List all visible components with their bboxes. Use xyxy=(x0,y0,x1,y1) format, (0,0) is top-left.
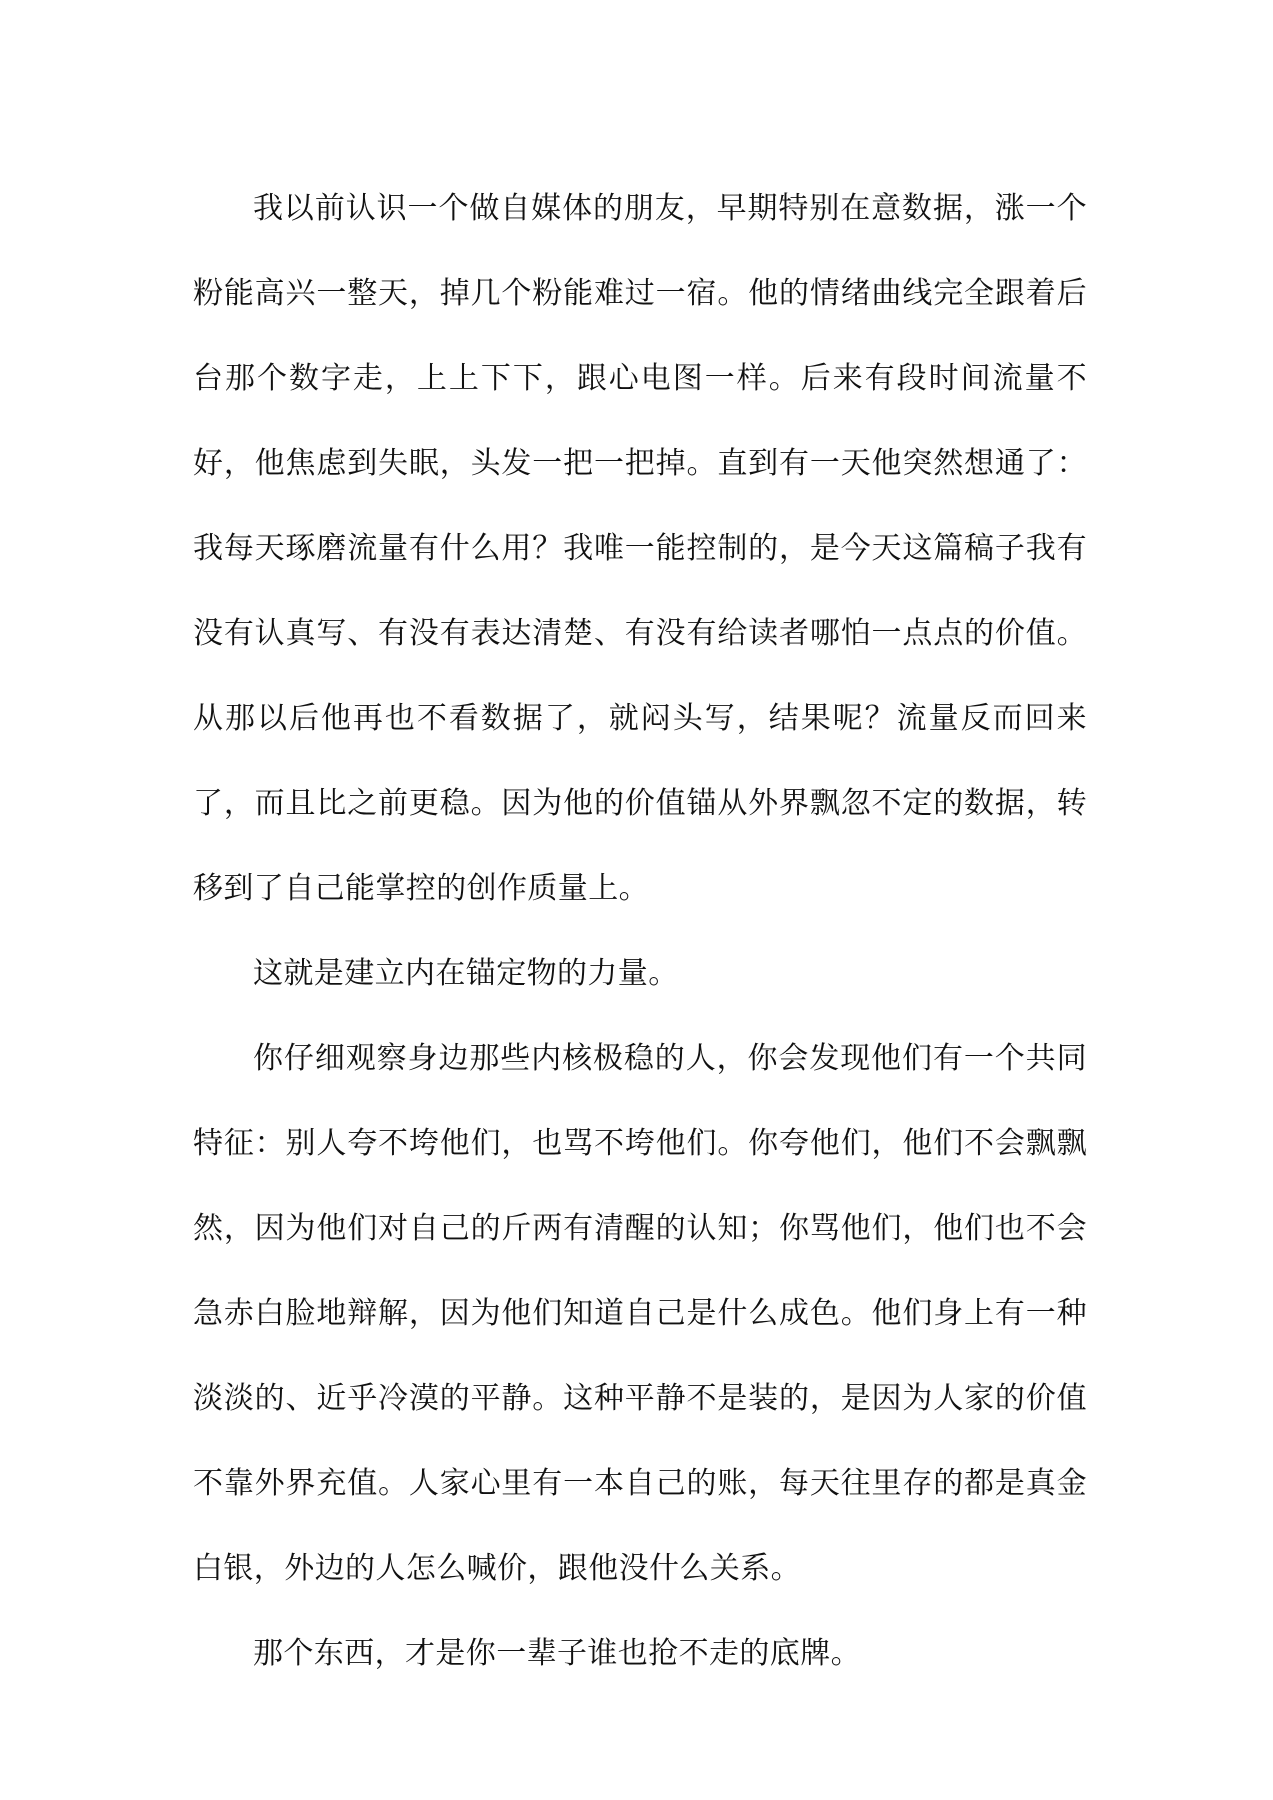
paragraph-self-media-friend: 我以前认识一个做自媒体的朋友，早期特别在意数据，涨一个粉能高兴一整天，掉几个粉能难过一宿。他的情绪曲线完全跟着后台那个数字走，上上下下，跟心电图一样。后来有段时间流量不好，他焦虑到失眠，头发一把一把掉。直到有一天他突然想通了：我每天琢磨流量有什么用？我唯一能控制的，是今天这篇稿子我有没有认真写、有没有表达清楚、有没有给读者哪怕一点点的价值。从那以后他再也不看数据了，就闷头写，结果呢？流量反而回来了，而且比之前更稳。因为他的价值锚从外界飘忽不定的数据，转移到了自己能掌控的创作质量上。 xyxy=(193,191,1087,906)
document-body xyxy=(193,166,1087,1696)
paragraph-inner-anchor: 这就是建立内在锚定物的力量。 xyxy=(253,956,679,991)
paragraph-trump-card: 那个东西，才是你一辈子谁也抢不走的底牌。 xyxy=(253,1636,861,1671)
paragraph-stable-people: 你仔细观察身边那些内核极稳的人，你会发现他们有一个共同特征：别人夸不垮他们，也骂不垮他们。你夸他们，他们不会飘飘然，因为他们对自己的斤两有清醒的认知；你骂他们，他们也不会急赤白脸地辩解，因为他们知道自己是什么成色。他们身上有一种淡淡的、近乎冷漠的平静。这种平静不是装的，是因为人家的价值不靠外界充值。人家心里有一本自己的账，每天往里存的都是真金白银，外边的人怎么喊价，跟他没什么关系。 xyxy=(193,1041,1087,1586)
